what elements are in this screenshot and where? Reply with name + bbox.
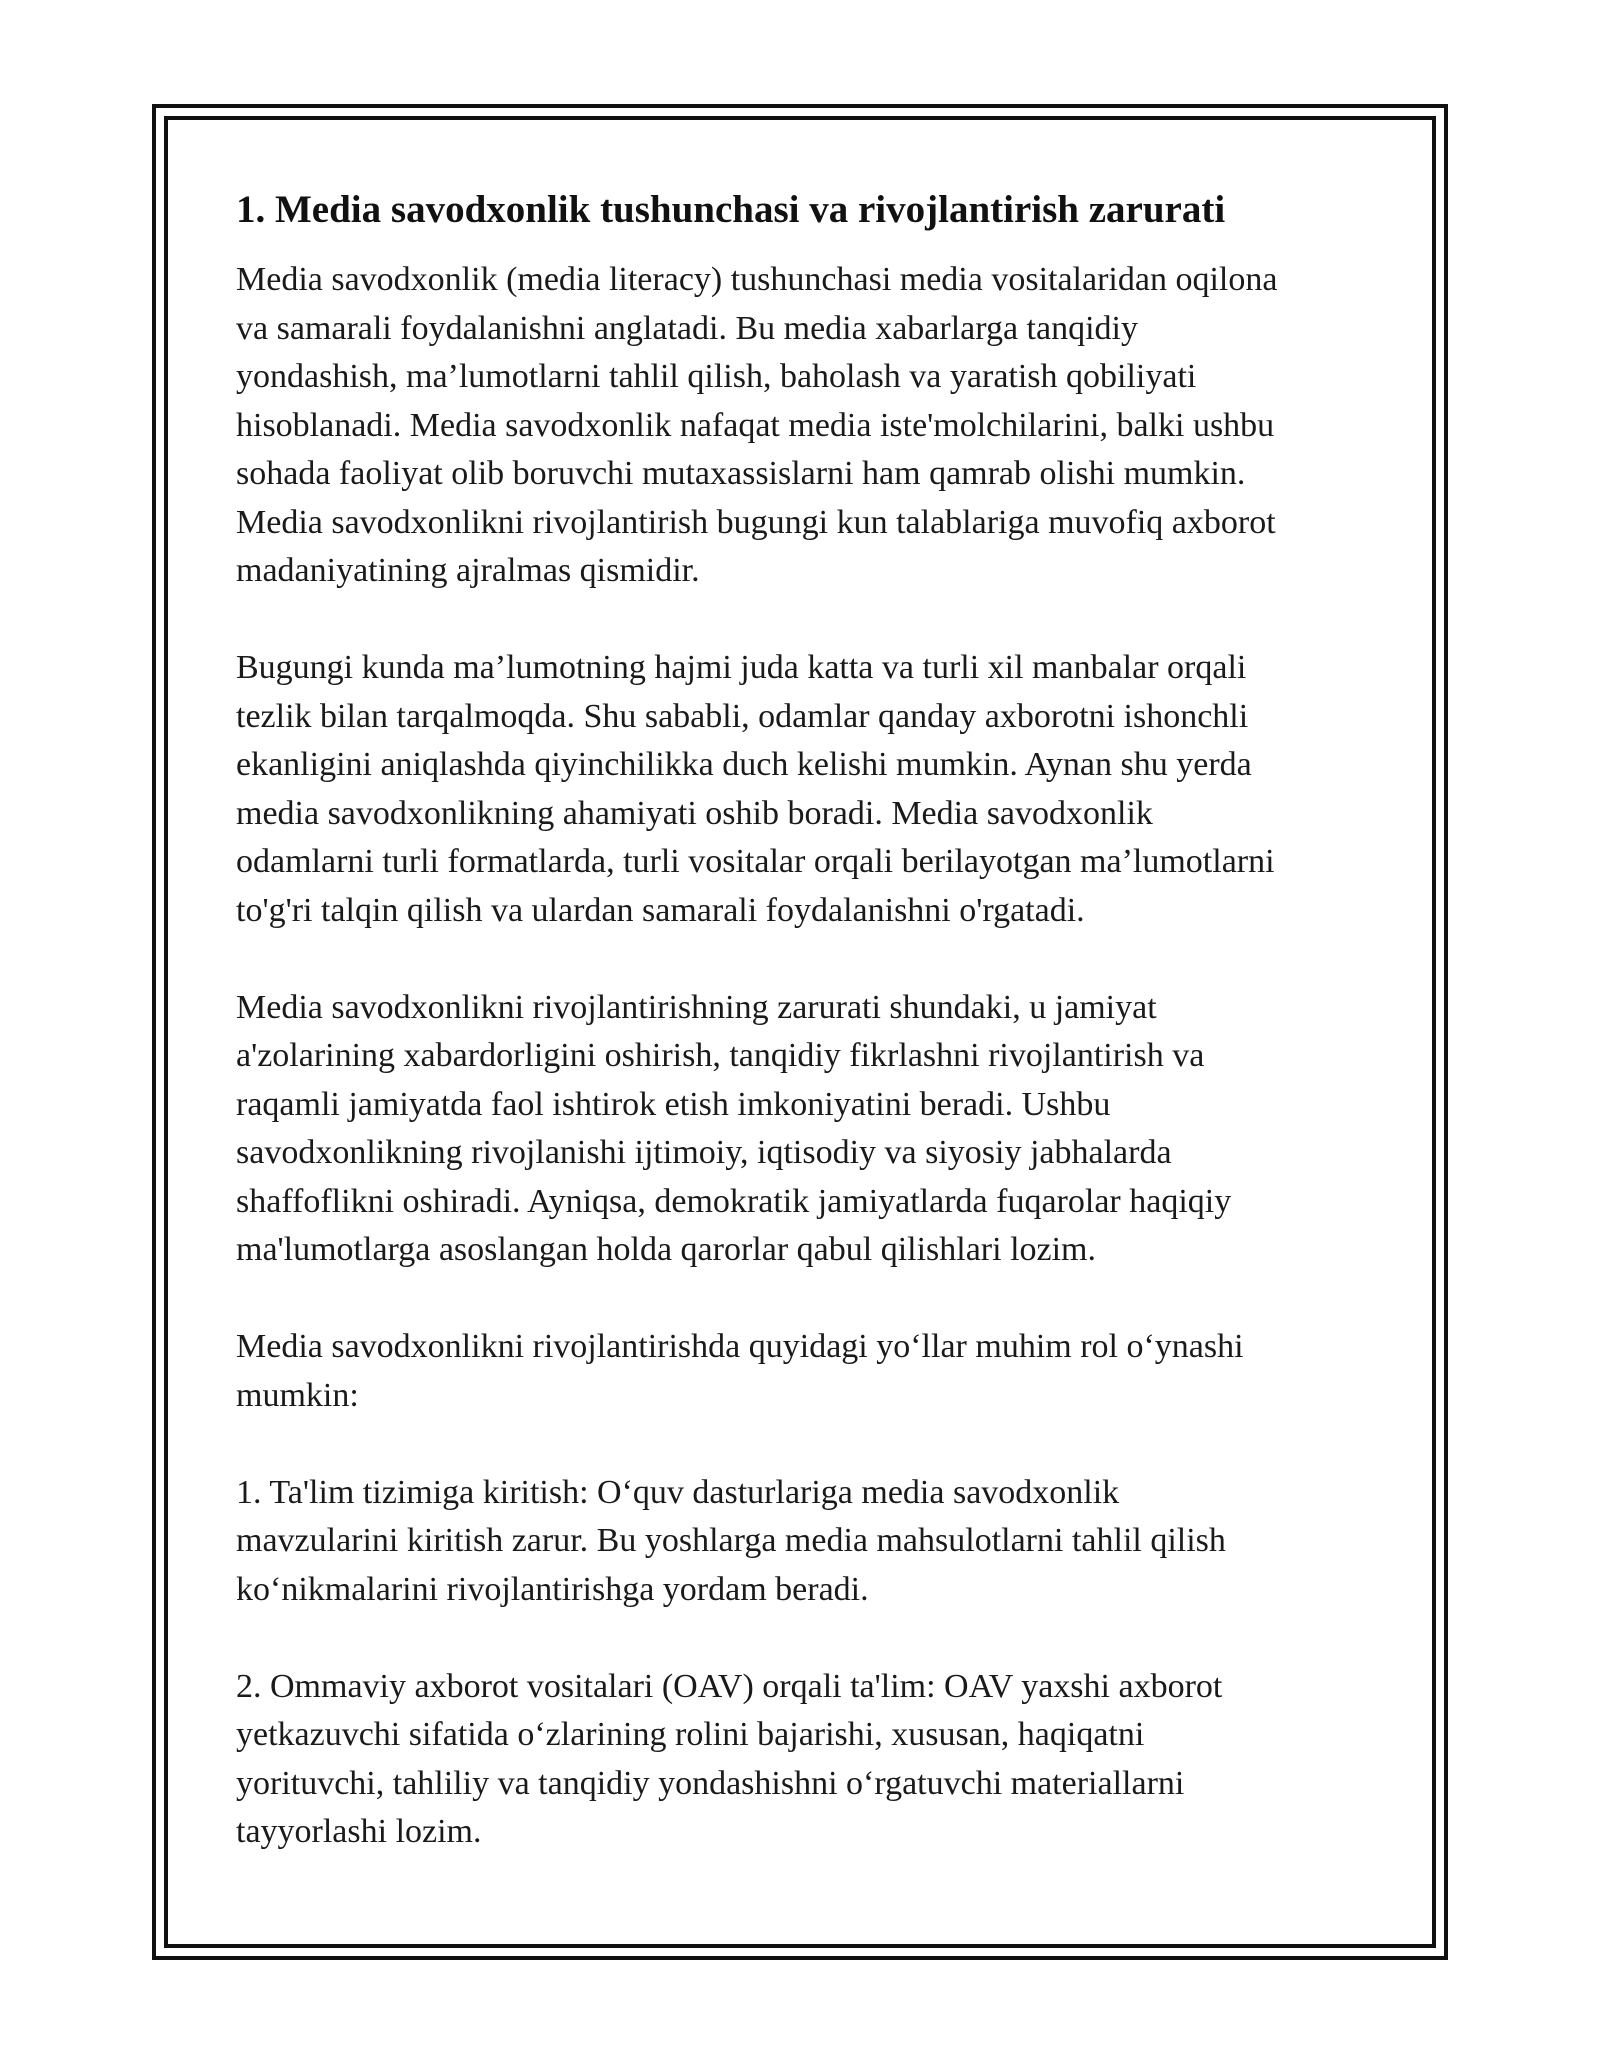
paragraph-line: mavzularini kiritish zarur. Bu yoshlarga media mahsulotlarni tahlil qilish bbox=[236, 1522, 1226, 1559]
paragraph-line: a'zolarining xabardorligini oshirish, tanqidiy fikrlashni rivojlantirish va bbox=[236, 1037, 1205, 1074]
paragraph-line: to'g'ri talqin qilish va ulardan samarali foydalanishni o'rgatadi. bbox=[236, 891, 1085, 929]
paragraph-line: yondashish, ma’lumotlarni tahlil qilish, baholash va yaratish qobiliyati bbox=[236, 358, 1197, 395]
paragraph-line: sohada faoliyat olib boruvchi mutaxassislarni ham qamrab olishi mumkin. bbox=[236, 455, 1246, 492]
paragraph-line: savodxonlikning rivojlanishi ijtimoiy, iqtisodiy va siyosiy jabhalarda bbox=[236, 1134, 1172, 1171]
paragraph bbox=[236, 1663, 1376, 1857]
paragraph bbox=[236, 1323, 1376, 1420]
paragraph-line: tezlik bilan tarqalmoqda. Shu sababli, odamlar qanday axborotni ishonchli bbox=[236, 697, 1249, 735]
paragraph bbox=[236, 256, 1376, 596]
paragraph-line: media savodxonlikning ahamiyati oshib boradi. Media savodxonlik bbox=[236, 794, 1153, 832]
paragraph-line: ko‘nikmalarini rivojlantirishga yordam beradi. bbox=[236, 1570, 869, 1608]
paragraph-line: Bugungi kunda ma’lumotning hajmi juda katta va turli xil manbalar orqali bbox=[236, 649, 1247, 686]
paragraph-line: Media savodxonlikni rivojlantirish bugungi kun talablariga muvofiq axborot bbox=[236, 503, 1276, 541]
paragraph-line: mumkin: bbox=[236, 1376, 359, 1414]
paragraph-line: va samarali foydalanishni anglatadi. Bu media xabarlarga tanqidiy bbox=[236, 309, 1138, 347]
paragraph-line: raqamli jamiyatda faol ishtirok etish imkoniyatini beradi. Ushbu bbox=[236, 1085, 1111, 1123]
document-body bbox=[236, 186, 1376, 1905]
paragraph bbox=[236, 1469, 1376, 1615]
paragraph-line: madaniyatining ajralmas qismidir. bbox=[236, 552, 700, 589]
paragraph-line: yorituvchi, tahliliy va tanqidiy yondashishni o‘rgatuvchi materiallarni bbox=[236, 1764, 1185, 1802]
paragraph-line: Media savodxonlikni rivojlantirishda quyidagi yo‘llar muhim rol o‘ynashi bbox=[236, 1328, 1244, 1365]
document-title: 1. Media savodxonlik tushunchasi va rivojlantirish zarurati bbox=[236, 188, 1226, 231]
paragraph-line: tayyorlashi lozim. bbox=[236, 1813, 482, 1850]
paragraph bbox=[236, 984, 1376, 1275]
paragraph-line: Media savodxonlik (media literacy) tushunchasi media vositalaridan oqilona bbox=[236, 261, 1278, 298]
paragraph-line: odamlarni turli formatlarda, turli vositalar orqali berilayotgan ma’lumotlarni bbox=[236, 843, 1275, 880]
paragraph-line: Media savodxonlikni rivojlantirishning zarurati shundaki, u jamiyat bbox=[236, 988, 1157, 1026]
paragraph-line: shaffoflikni oshiradi. Ayniqsa, demokratik jamiyatlarda fuqarolar haqiqiy bbox=[236, 1182, 1232, 1220]
paragraph bbox=[236, 644, 1376, 935]
paragraph-line: hisoblanadi. Media savodxonlik nafaqat media iste'molchilarini, balki ushbu bbox=[236, 406, 1275, 444]
paragraph-line: 2. Ommaviy axborot vositalari (OAV) orqali ta'lim: OAV yaxshi axborot bbox=[236, 1667, 1223, 1705]
paragraph-line: yetkazuvchi sifatida o‘zlarining rolini bajarishi, xususan, haqiqatni bbox=[236, 1716, 1145, 1753]
paragraph-line: ekanligini aniqlashda qiyinchilikka duch kelishi mumkin. Aynan shu yerda bbox=[236, 746, 1252, 783]
paragraph-line: 1. Ta'lim tizimiga kiritish: O‘quv dasturlariga media savodxonlik bbox=[236, 1473, 1120, 1511]
paragraph-line: ma'lumotlarga asoslangan holda qarorlar qabul qilishlari lozim. bbox=[236, 1231, 1096, 1268]
paragraphs-container bbox=[236, 256, 1376, 1857]
